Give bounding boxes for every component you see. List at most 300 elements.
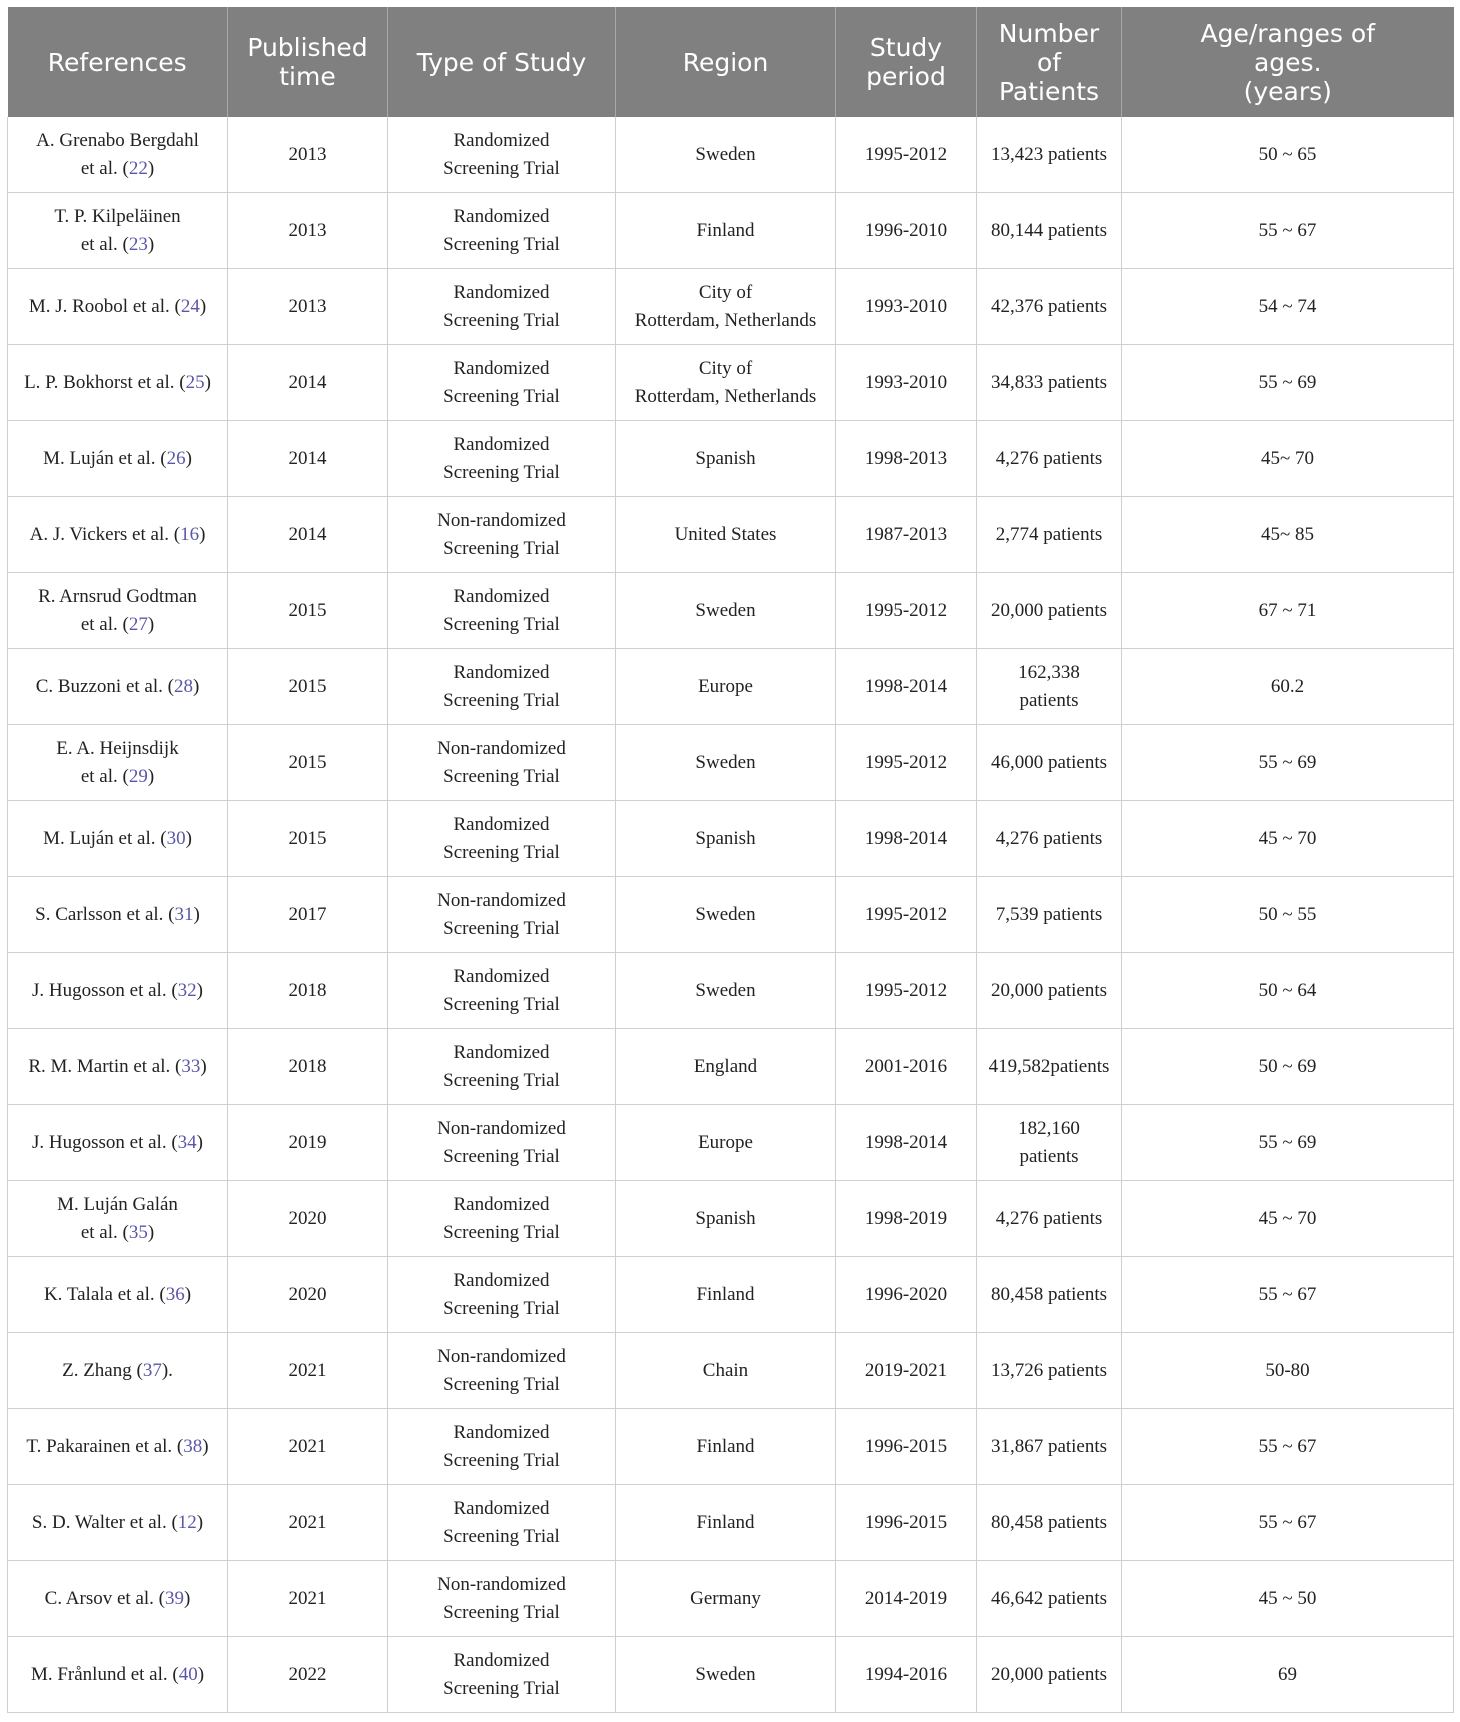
reference-cell <box>8 1105 228 1181</box>
study-type-cell <box>388 649 616 725</box>
age-range-cell: 50 ~ 55 <box>1122 877 1454 953</box>
citation-link[interactable]: 36 <box>165 1283 185 1305</box>
patients-line: 7,539 patients <box>995 903 1103 925</box>
patients-line: 4,276 patients <box>995 827 1103 849</box>
citation-link[interactable]: 12 <box>177 1511 197 1533</box>
patients-line: 4,276 patients <box>995 1207 1103 1229</box>
study-period-cell: 2014-2019 <box>836 1561 977 1637</box>
citation-close: ) <box>185 447 192 469</box>
author-line <box>16 1129 219 1157</box>
header-region <box>616 7 836 117</box>
region-line: Sweden <box>695 1663 756 1685</box>
citation-link[interactable]: 37 <box>142 1359 162 1381</box>
patients-line: 13,726 patients <box>990 1359 1108 1381</box>
study-type-cell <box>388 1333 616 1409</box>
author-text: C. Arsov et al. ( <box>44 1587 165 1609</box>
study-type-line: Screening Trial <box>443 461 560 483</box>
author-text: T. P. Kilpeläinen <box>54 205 181 227</box>
region-cell <box>616 1333 836 1409</box>
study-type-line: Randomized <box>453 1497 550 1519</box>
region-cell <box>616 573 836 649</box>
reference-cell <box>8 421 228 497</box>
study-type-cell <box>388 497 616 573</box>
citation-close: ) <box>147 613 155 635</box>
table-row <box>8 1105 1454 1181</box>
region-line: Finland <box>696 219 755 241</box>
reference-cell <box>8 1561 228 1637</box>
patients-line: 182,160 <box>1018 1117 1080 1139</box>
author-text: R. M. Martin et al. ( <box>28 1055 182 1077</box>
region-cell <box>616 801 836 877</box>
patients-cell <box>977 269 1122 345</box>
patients-line: 31,867 patients <box>990 1435 1108 1457</box>
study-period-cell: 2019-2021 <box>836 1333 977 1409</box>
published-year-cell: 2015 <box>228 573 388 649</box>
citation-link[interactable]: 30 <box>166 827 186 849</box>
patients-cell <box>977 421 1122 497</box>
citation-close: ) <box>197 1663 205 1685</box>
age-range-cell: 55 ~ 67 <box>1122 193 1454 269</box>
table-row <box>8 421 1454 497</box>
citation-close: ) <box>200 1055 207 1077</box>
header-label-line: of <box>1036 47 1062 77</box>
study-type-cell <box>388 1485 616 1561</box>
author-line <box>16 673 219 701</box>
study-type-cell <box>388 1181 616 1257</box>
published-year-cell: 2020 <box>228 1181 388 1257</box>
header-label-line: Number <box>998 18 1100 48</box>
table-row <box>8 1257 1454 1333</box>
region-line: City of <box>698 281 753 303</box>
published-year-cell: 2015 <box>228 725 388 801</box>
table-row <box>8 269 1454 345</box>
author-line <box>16 155 219 183</box>
study-type-line: Non-randomized <box>437 509 566 531</box>
study-type-line: Randomized <box>453 813 550 835</box>
study-period-cell: 2001-2016 <box>836 1029 977 1105</box>
author-line <box>16 127 219 155</box>
reference-cell <box>8 193 228 269</box>
citation-close: ). <box>161 1359 173 1381</box>
patients-line: 20,000 patients <box>990 1663 1108 1685</box>
table-row <box>8 193 1454 269</box>
patients-line: 162,338 <box>1018 661 1080 683</box>
study-type-cell <box>388 421 616 497</box>
region-line: Rotterdam, Netherlands <box>634 385 817 407</box>
patients-cell <box>977 1029 1122 1105</box>
study-type-line: Screening Trial <box>443 233 560 255</box>
table-row <box>8 1637 1454 1713</box>
study-period-cell: 1996-2020 <box>836 1257 977 1333</box>
patients-line: 80,144 patients <box>990 219 1108 241</box>
reference-cell <box>8 1409 228 1485</box>
age-range-cell: 54 ~ 74 <box>1122 269 1454 345</box>
study-type-cell <box>388 725 616 801</box>
header-row <box>8 7 1454 117</box>
region-line: United States <box>674 523 777 545</box>
citation-link[interactable]: 16 <box>180 523 200 545</box>
study-type-cell <box>388 953 616 1029</box>
citation-close: ) <box>184 1283 192 1305</box>
header-label-line: Type of Study <box>416 47 587 77</box>
author-text: et al. ( <box>80 1221 129 1243</box>
region-line: Finland <box>696 1435 755 1457</box>
study-type-line: Screening Trial <box>443 1069 560 1091</box>
published-year-cell: 2017 <box>228 877 388 953</box>
citation-link[interactable]: 25 <box>185 371 205 393</box>
table-row <box>8 725 1454 801</box>
header-type-of-study <box>388 7 616 117</box>
table-row <box>8 801 1454 877</box>
author-text: T. Pakarainen et al. ( <box>26 1435 184 1457</box>
header-label-line: References <box>47 47 187 77</box>
study-period-cell: 1993-2010 <box>836 269 977 345</box>
author-text: M. Luján Galán <box>57 1193 178 1215</box>
study-period-cell: 1996-2015 <box>836 1409 977 1485</box>
region-cell <box>616 1485 836 1561</box>
published-year-cell: 2014 <box>228 345 388 421</box>
citation-link[interactable]: 31 <box>174 903 194 925</box>
patients-line: 20,000 patients <box>990 599 1108 621</box>
header-label-line: ages. <box>1253 47 1322 77</box>
region-line: Sweden <box>695 751 756 773</box>
table-row <box>8 649 1454 725</box>
study-period-cell: 1995-2012 <box>836 877 977 953</box>
citation-link[interactable]: 23 <box>128 233 148 255</box>
region-cell <box>616 421 836 497</box>
author-text: M. Luján et al. ( <box>43 827 167 849</box>
patients-line: 80,458 patients <box>990 1283 1108 1305</box>
patients-cell <box>977 1561 1122 1637</box>
published-year-cell: 2015 <box>228 801 388 877</box>
patients-cell <box>977 345 1122 421</box>
author-line <box>16 611 219 639</box>
study-type-line: Randomized <box>453 1193 550 1215</box>
study-type-cell <box>388 269 616 345</box>
patients-cell <box>977 1105 1122 1181</box>
published-year-cell: 2013 <box>228 269 388 345</box>
citation-close: ) <box>193 903 200 925</box>
citation-link[interactable]: 38 <box>183 1435 203 1457</box>
patients-line: 13,423 patients <box>990 143 1108 165</box>
study-type-line: Screening Trial <box>443 1525 560 1547</box>
study-period-cell: 1998-2014 <box>836 649 977 725</box>
citation-link[interactable]: 27 <box>128 613 148 635</box>
study-type-line: Screening Trial <box>443 1297 560 1319</box>
patients-line: 46,000 patients <box>990 751 1108 773</box>
study-type-cell <box>388 117 616 193</box>
study-type-line: Screening Trial <box>443 613 560 635</box>
region-cell <box>616 1409 836 1485</box>
patients-cell <box>977 1181 1122 1257</box>
region-line: Spanish <box>695 1207 756 1229</box>
study-type-line: Screening Trial <box>443 993 560 1015</box>
author-text: et al. ( <box>80 613 129 635</box>
study-type-line: Screening Trial <box>443 841 560 863</box>
study-type-line: Randomized <box>453 1649 550 1671</box>
age-range-cell: 45~ 70 <box>1122 421 1454 497</box>
author-text: A. Grenabo Bergdahl <box>36 129 199 151</box>
author-text: S. Carlsson et al. ( <box>35 903 175 925</box>
region-line: England <box>693 1055 758 1077</box>
study-type-line: Screening Trial <box>443 765 560 787</box>
author-line <box>16 1433 219 1461</box>
header-label-line: Region <box>682 47 769 77</box>
region-cell <box>616 649 836 725</box>
study-period-cell: 1998-2014 <box>836 1105 977 1181</box>
region-cell <box>616 1257 836 1333</box>
age-range-cell: 45~ 85 <box>1122 497 1454 573</box>
citation-link[interactable]: 34 <box>177 1131 197 1153</box>
patients-line: 419,582patients <box>988 1055 1110 1077</box>
reference-cell <box>8 1181 228 1257</box>
patients-line: 20,000 patients <box>990 979 1108 1001</box>
reference-cell <box>8 1333 228 1409</box>
patients-cell <box>977 1333 1122 1409</box>
region-cell <box>616 117 836 193</box>
citation-link[interactable]: 33 <box>181 1055 201 1077</box>
study-table-container <box>7 7 1454 1713</box>
header-number-of-patients <box>977 7 1122 117</box>
patients-cell <box>977 117 1122 193</box>
header-label-line: Published <box>247 33 368 62</box>
patients-cell <box>977 1637 1122 1713</box>
table-row <box>8 1485 1454 1561</box>
citation-link[interactable]: 24 <box>180 295 200 317</box>
region-line: Spanish <box>695 827 756 849</box>
age-range-cell: 55 ~ 67 <box>1122 1409 1454 1485</box>
header-study-period <box>836 7 977 117</box>
region-cell <box>616 725 836 801</box>
region-line: Germany <box>690 1587 761 1609</box>
published-year-cell: 2021 <box>228 1485 388 1561</box>
citation-link[interactable]: 28 <box>173 675 193 697</box>
study-period-cell: 1987-2013 <box>836 497 977 573</box>
region-cell <box>616 497 836 573</box>
study-type-line: Screening Trial <box>443 1601 560 1623</box>
published-year-cell: 2020 <box>228 1257 388 1333</box>
author-line <box>16 369 219 397</box>
study-period-cell: 1995-2012 <box>836 725 977 801</box>
patients-cell <box>977 573 1122 649</box>
citation-link[interactable]: 35 <box>128 1221 148 1243</box>
study-type-line: Non-randomized <box>437 1117 566 1139</box>
patients-line: 80,458 patients <box>990 1511 1108 1533</box>
author-text: E. A. Heijnsdijk <box>56 737 179 759</box>
citation-close: ) <box>204 371 211 393</box>
header-age-ranges <box>1122 7 1454 117</box>
study-period-cell: 1995-2012 <box>836 573 977 649</box>
citation-close: ) <box>196 1131 203 1153</box>
citation-link[interactable]: 32 <box>177 979 197 1001</box>
study-type-line: Screening Trial <box>443 537 560 559</box>
author-text: L. P. Bokhorst et al. ( <box>24 371 186 393</box>
study-type-cell <box>388 1257 616 1333</box>
age-range-cell: 45 ~ 70 <box>1122 801 1454 877</box>
study-table <box>7 7 1454 1713</box>
reference-cell <box>8 877 228 953</box>
published-year-cell: 2021 <box>228 1561 388 1637</box>
table-row <box>8 117 1454 193</box>
citation-link[interactable]: 40 <box>178 1663 198 1685</box>
header-label-line: Age/ranges of <box>1200 18 1376 48</box>
published-year-cell: 2013 <box>228 117 388 193</box>
published-year-cell: 2019 <box>228 1105 388 1181</box>
patients-line: 34,833 patients <box>990 371 1108 393</box>
region-line: Sweden <box>695 979 756 1001</box>
patients-cell <box>977 1409 1122 1485</box>
region-line: Europe <box>698 675 753 697</box>
author-text: K. Talala et al. ( <box>43 1283 166 1305</box>
age-range-cell: 69 <box>1122 1637 1454 1713</box>
age-range-cell: 50 ~ 65 <box>1122 117 1454 193</box>
author-line <box>16 583 219 611</box>
patients-cell <box>977 725 1122 801</box>
age-range-cell: 55 ~ 69 <box>1122 345 1454 421</box>
header-label-line: Patients <box>998 76 1100 106</box>
citation-close: ) <box>196 979 203 1001</box>
author-text: S. D. Walter et al. ( <box>31 1511 178 1533</box>
table-row <box>8 1029 1454 1105</box>
study-type-line: Screening Trial <box>443 309 560 331</box>
region-line: Spanish <box>695 447 756 469</box>
age-range-cell: 55 ~ 69 <box>1122 1105 1454 1181</box>
published-year-cell: 2013 <box>228 193 388 269</box>
study-period-cell: 1995-2012 <box>836 953 977 1029</box>
region-line: Finland <box>696 1283 755 1305</box>
citation-close: ) <box>147 233 155 255</box>
region-line: City of <box>698 357 753 379</box>
patients-line: 2,774 patients <box>995 523 1103 545</box>
author-text: C. Buzzoni et al. ( <box>35 675 174 697</box>
study-type-line: Non-randomized <box>437 1573 566 1595</box>
study-period-cell: 1995-2012 <box>836 117 977 193</box>
reference-cell <box>8 497 228 573</box>
author-line <box>16 901 219 929</box>
header-label-line: (years) <box>1243 76 1332 106</box>
age-range-cell: 67 ~ 71 <box>1122 573 1454 649</box>
author-text: et al. ( <box>80 765 129 787</box>
study-type-cell <box>388 1029 616 1105</box>
author-line <box>16 977 219 1005</box>
table-row <box>8 953 1454 1029</box>
study-period-cell: 1993-2010 <box>836 345 977 421</box>
reference-cell <box>8 649 228 725</box>
author-line <box>16 445 219 473</box>
region-cell <box>616 193 836 269</box>
study-type-line: Randomized <box>453 661 550 683</box>
author-text: M. Luján et al. ( <box>43 447 167 469</box>
patients-line: patients <box>1019 1145 1079 1167</box>
header-published-time <box>228 7 388 117</box>
table-row <box>8 497 1454 573</box>
citation-link[interactable]: 22 <box>128 157 148 179</box>
reference-cell <box>8 953 228 1029</box>
author-line <box>16 231 219 259</box>
patients-cell <box>977 801 1122 877</box>
patients-line: 46,642 patients <box>990 1587 1108 1609</box>
age-range-cell: 45 ~ 50 <box>1122 1561 1454 1637</box>
published-year-cell: 2021 <box>228 1409 388 1485</box>
published-year-cell: 2014 <box>228 421 388 497</box>
citation-link[interactable]: 29 <box>128 765 148 787</box>
study-period-cell: 1998-2013 <box>836 421 977 497</box>
author-line <box>16 735 219 763</box>
header-label-line: period <box>866 62 946 91</box>
region-line: Europe <box>698 1131 753 1153</box>
study-type-line: Screening Trial <box>443 1449 560 1471</box>
published-year-cell: 2018 <box>228 953 388 1029</box>
study-type-line: Randomized <box>453 1041 550 1063</box>
author-text: et al. ( <box>80 233 129 255</box>
study-type-line: Randomized <box>453 281 550 303</box>
study-type-line: Screening Trial <box>443 917 560 939</box>
citation-close: ) <box>147 1221 155 1243</box>
region-cell <box>616 1181 836 1257</box>
reference-cell <box>8 725 228 801</box>
age-range-cell: 50 ~ 69 <box>1122 1029 1454 1105</box>
author-line <box>16 1281 219 1309</box>
author-line <box>16 1357 219 1385</box>
author-line <box>16 1219 219 1247</box>
header-label-line: Study <box>869 33 943 62</box>
patients-line: 4,276 patients <box>995 447 1103 469</box>
study-type-cell <box>388 1105 616 1181</box>
header-references <box>8 7 228 117</box>
table-row <box>8 345 1454 421</box>
region-cell <box>616 1637 836 1713</box>
citation-link[interactable]: 39 <box>165 1587 184 1609</box>
study-type-cell <box>388 1409 616 1485</box>
region-line: Finland <box>696 1511 755 1533</box>
author-line <box>16 293 219 321</box>
age-range-cell: 55 ~ 67 <box>1122 1485 1454 1561</box>
table-body <box>8 117 1454 1713</box>
study-type-line: Randomized <box>453 1421 550 1443</box>
author-text: J. Hugosson et al. ( <box>32 979 178 1001</box>
author-line <box>16 1585 219 1613</box>
citation-close: ) <box>184 1587 191 1609</box>
citation-close: ) <box>202 1435 209 1457</box>
study-type-line: Screening Trial <box>443 157 560 179</box>
study-type-cell <box>388 193 616 269</box>
author-line <box>16 825 219 853</box>
study-type-line: Randomized <box>453 205 550 227</box>
study-type-line: Screening Trial <box>443 689 560 711</box>
table-row <box>8 1181 1454 1257</box>
author-text: M. J. Roobol et al. ( <box>28 295 181 317</box>
published-year-cell: 2021 <box>228 1333 388 1409</box>
author-line <box>16 203 219 231</box>
citation-link[interactable]: 26 <box>166 447 186 469</box>
author-text: A. J. Vickers et al. ( <box>29 523 181 545</box>
study-type-line: Randomized <box>453 433 550 455</box>
patients-cell <box>977 953 1122 1029</box>
reference-cell <box>8 269 228 345</box>
reference-cell <box>8 573 228 649</box>
study-type-line: Randomized <box>453 585 550 607</box>
author-text: R. Arnsrud Godtman <box>38 585 197 607</box>
study-type-line: Screening Trial <box>443 1677 560 1699</box>
patients-cell <box>977 497 1122 573</box>
age-range-cell: 55 ~ 69 <box>1122 725 1454 801</box>
age-range-cell: 45 ~ 70 <box>1122 1181 1454 1257</box>
reference-cell <box>8 801 228 877</box>
region-line: Chain <box>702 1359 749 1381</box>
region-line: Sweden <box>695 599 756 621</box>
study-type-line: Randomized <box>453 357 550 379</box>
study-type-cell <box>388 1637 616 1713</box>
